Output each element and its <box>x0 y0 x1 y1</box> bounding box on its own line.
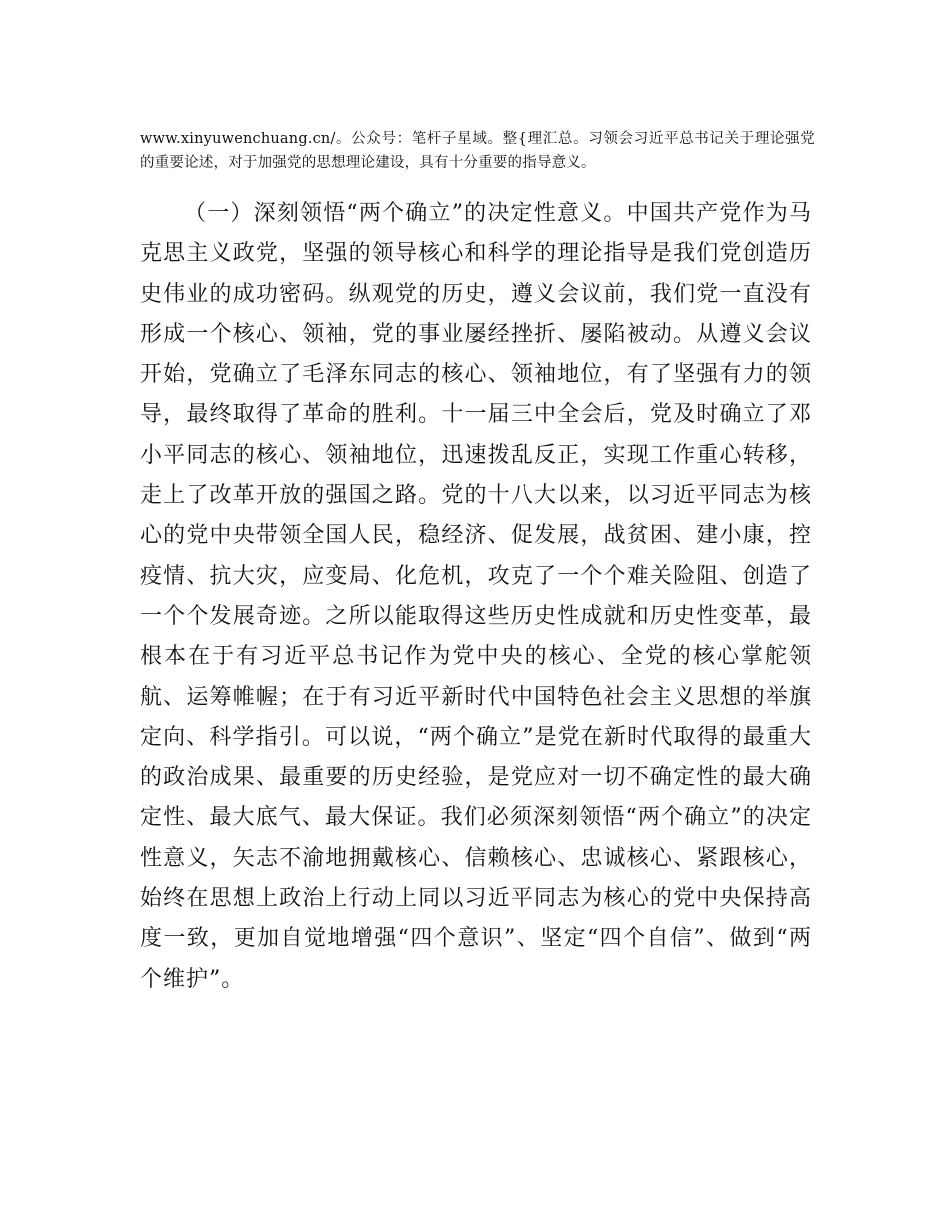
main-paragraph: （一）深刻领悟“两个确立”的决定性意义。中国共产党作为马克思主义政党，坚强的领导核心和科学的理论指导是我们党创造历史伟业的成功密码。纵观党的历史，遵义会议前，我们党一直没有形成一个核心、领袖，党的事业屡经挫折、屡陷被动。从遵义会议开始，党确立了毛泽东同志的核心、领袖地位，有了坚强有力的领导，最终取得了革命的胜利。十一届三中全会后，党及时确立了邓小平同志的核心、领袖地位，迅速拨乱反正，实现工作重心转移，走上了改革开放的强国之路。党的十八大以来，以习近平同志为核心的党中央带领全国人民，稳经济、促发展，战贫困、建小康，控疫情、抗大灾，应变局、化危机，攻克了一个个难关险阻、创造了一个个发展奇迹。之所以能取得这些历史性成就和历史性变革，最根本在于有习近平总书记作为党中央的核心、全党的核心掌舵领航、运筹帷幄；在于有习近平新时代中国特色社会主义思想的举旗定向、科学指引。可以说，“两个确立”是党在新时代取得的最重大的政治成果、最重要的历史经验，是党应对一切不确定性的最大确定性、最大底气、最大保证。我们必须深刻领悟“两个确立”的决定性意义，矢志不渝地拥戴核心、信赖核心、忠诚核心、紧跟核心，始终在思想上政治上行动上同以习近平同志为核心的党中央保持高度一致，更加自觉地增强“四个意识”、坚定“四个自信”、做到“两个维护”。 <box>140 201 812 992</box>
intro-paragraph: www.xinyuwenchuang.cn/。公众号：笔杆子星域。整{理汇总。习领会习近平总书记关于理论强党的重要论述，对于加强党的思想理论建设，具有十分重要的指导意义。 <box>140 130 815 171</box>
